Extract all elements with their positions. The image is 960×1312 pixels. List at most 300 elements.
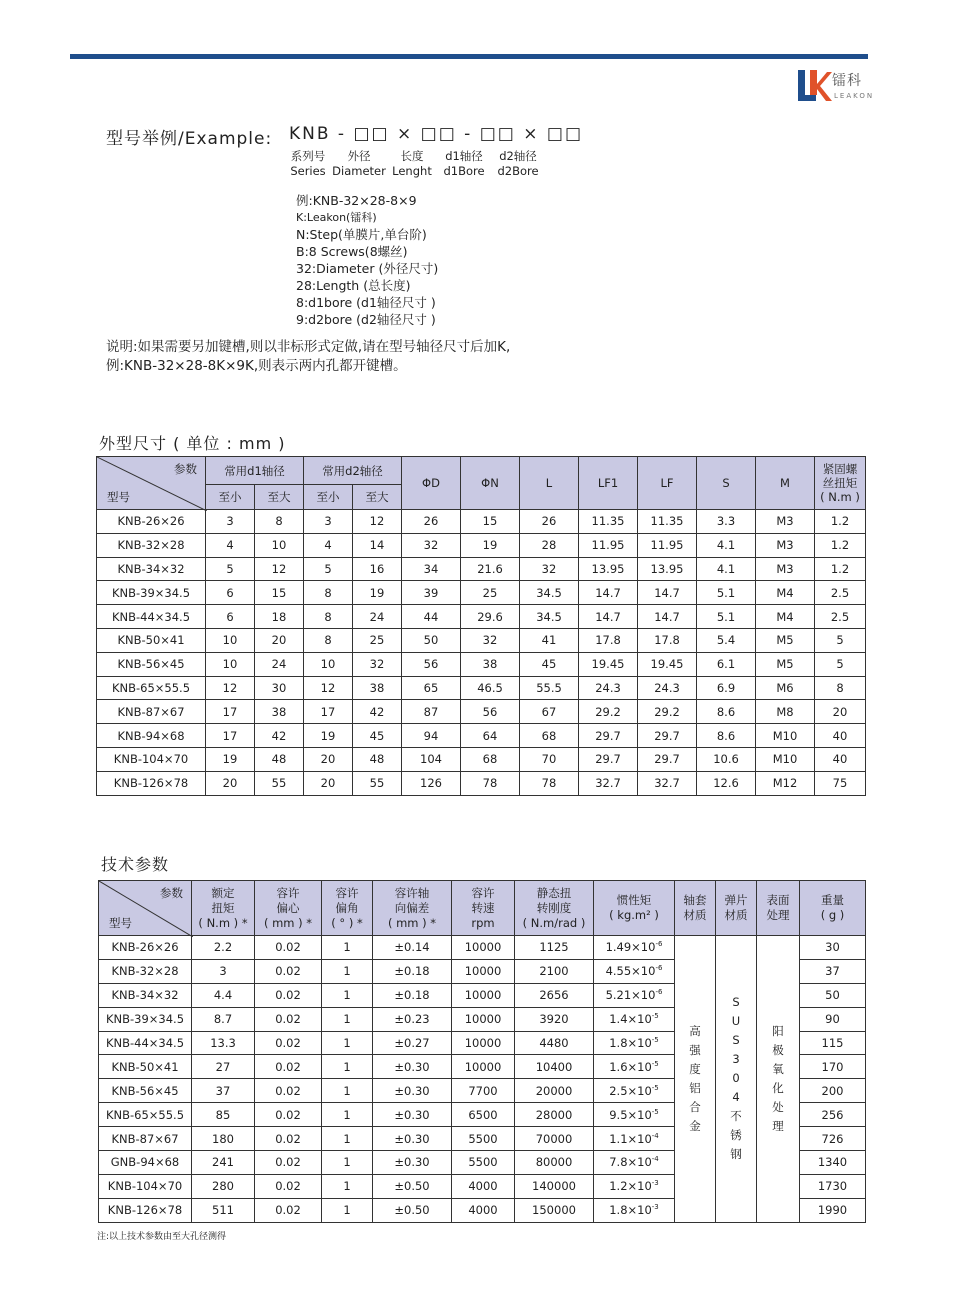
value-cell: 24.3 <box>579 676 638 700</box>
value-cell: 0.02 <box>255 1079 322 1103</box>
value-cell: 29.2 <box>638 700 697 724</box>
header-LF: LF <box>638 457 697 510</box>
value-cell: M3 <box>756 557 815 581</box>
weight-cell: 200 <box>800 1079 866 1103</box>
model-cell: KNB-87×67 <box>99 1127 192 1151</box>
table-row <box>97 652 866 676</box>
value-cell: 20 <box>815 700 866 724</box>
value-cell: 20 <box>255 628 304 652</box>
value-cell: 6.1 <box>697 652 756 676</box>
table-row <box>99 936 866 960</box>
note-example: 例:KNB-32×28-8×9 <box>296 193 417 208</box>
note-d2bore: 9:d2bore (d2轴径尺寸 ) <box>296 312 436 327</box>
value-cell: 1125 <box>515 936 594 960</box>
value-cell: 5500 <box>452 1151 515 1175</box>
inertia-cell: $7.8\times 10^{-4}$ <box>594 1151 675 1175</box>
table-row <box>97 581 866 605</box>
value-cell: 78 <box>461 771 520 795</box>
value-cell: 19 <box>206 747 255 771</box>
value-cell: M10 <box>756 724 815 748</box>
value-cell: 55 <box>353 771 402 795</box>
header-d2: 常用d2轴径 <box>304 457 402 485</box>
value-cell: 11.35 <box>579 510 638 534</box>
model-cell: KNB-126×78 <box>99 1198 192 1222</box>
value-cell: 1 <box>322 1103 373 1127</box>
note-b: B:8 Screws(8螺丝) <box>296 244 408 259</box>
model-cell: KNB-32×28 <box>97 533 206 557</box>
value-cell: 10 <box>255 533 304 557</box>
value-cell: 32 <box>402 533 461 557</box>
value-cell: 14 <box>353 533 402 557</box>
value-cell: 20 <box>206 771 255 795</box>
value-cell: 3.3 <box>697 510 756 534</box>
value-cell: 7700 <box>452 1079 515 1103</box>
weight-cell: 170 <box>800 1055 866 1079</box>
header-L: L <box>520 457 579 510</box>
value-cell: 5 <box>206 557 255 581</box>
value-cell: 26 <box>402 510 461 534</box>
model-cell: KNB-26×26 <box>99 936 192 960</box>
model-cell: KNB-104×70 <box>99 1174 192 1198</box>
value-cell: 8.6 <box>697 724 756 748</box>
header-S: S <box>697 457 756 510</box>
value-cell: 8 <box>304 605 353 629</box>
model-code: KNB - □□ × □□ - □□ × □□ <box>289 124 584 144</box>
tech-header-col-5: 静态扭 转刚度 ( N.m/rad ) <box>515 881 594 936</box>
dimensions-table <box>96 456 866 796</box>
model-cell: KNB-34×32 <box>99 983 192 1007</box>
value-cell: 1 <box>322 1055 373 1079</box>
inertia-cell: $1.4\times 10^{-5}$ <box>594 1007 675 1031</box>
value-cell: 45 <box>353 724 402 748</box>
value-cell: 8.7 <box>192 1007 255 1031</box>
value-cell: 14.7 <box>579 581 638 605</box>
value-cell: 0.02 <box>255 1103 322 1127</box>
value-cell: 1.2 <box>815 533 866 557</box>
caption-series: 系列号 Series <box>290 149 326 178</box>
value-cell: 2656 <box>515 983 594 1007</box>
header-d2-max: 至大 <box>353 485 402 510</box>
value-cell: 241 <box>192 1151 255 1175</box>
value-cell: 24 <box>255 652 304 676</box>
value-cell: M12 <box>756 771 815 795</box>
value-cell: M3 <box>756 533 815 557</box>
value-cell: 70 <box>520 747 579 771</box>
value-cell: 6 <box>206 581 255 605</box>
value-cell: 29.6 <box>461 605 520 629</box>
value-cell: 180 <box>192 1127 255 1151</box>
value-cell: M4 <box>756 605 815 629</box>
value-cell: 29.7 <box>638 747 697 771</box>
value-cell: 5500 <box>452 1127 515 1151</box>
value-cell: 0.02 <box>255 1174 322 1198</box>
value-cell: 34.5 <box>520 581 579 605</box>
value-cell: 1 <box>322 983 373 1007</box>
tech-header-col-2: 容许 偏角 ( ° ) * <box>322 881 373 936</box>
header-M: M <box>756 457 815 510</box>
value-cell: 29.7 <box>579 747 638 771</box>
value-cell: 5.1 <box>697 581 756 605</box>
value-cell: 50 <box>402 628 461 652</box>
value-cell: 4.4 <box>192 983 255 1007</box>
brand-logo <box>796 66 875 110</box>
value-cell: 14.7 <box>638 605 697 629</box>
header-LF1: LF1 <box>579 457 638 510</box>
value-cell: 38 <box>353 676 402 700</box>
value-cell: 25 <box>353 628 402 652</box>
surface-treatment-cell: 阳 极 氧 化 处 理 <box>757 936 800 1223</box>
value-cell: M8 <box>756 700 815 724</box>
value-cell: ±0.18 <box>373 983 452 1007</box>
value-cell: 24.3 <box>638 676 697 700</box>
value-cell: 17 <box>206 724 255 748</box>
value-cell: 20000 <box>515 1079 594 1103</box>
value-cell: 32 <box>520 557 579 581</box>
value-cell: 10 <box>304 652 353 676</box>
value-cell: 10000 <box>452 983 515 1007</box>
header-d1: 常用d1轴径 <box>206 457 304 485</box>
table-row <box>97 771 866 795</box>
value-cell: 13.3 <box>192 1031 255 1055</box>
value-cell: 4.1 <box>697 557 756 581</box>
value-cell: 75 <box>815 771 866 795</box>
value-cell: 65 <box>402 676 461 700</box>
dimensions-table-body <box>97 510 866 796</box>
value-cell: 38 <box>461 652 520 676</box>
model-cell: KNB-50×41 <box>97 628 206 652</box>
value-cell: 14.7 <box>579 605 638 629</box>
value-cell: 5.1 <box>697 605 756 629</box>
value-cell: 42 <box>255 724 304 748</box>
value-cell: 11.95 <box>638 533 697 557</box>
tech-header-col-8: 弹片 材质 <box>716 881 757 936</box>
value-cell: 1 <box>322 936 373 960</box>
tech-header-col-1: 容许 偏心 ( mm ) * <box>255 881 322 936</box>
header-d1-min: 至小 <box>206 485 255 510</box>
value-cell: M10 <box>756 747 815 771</box>
value-cell: 4 <box>304 533 353 557</box>
value-cell: 150000 <box>515 1198 594 1222</box>
value-cell: 78 <box>520 771 579 795</box>
value-cell: 10400 <box>515 1055 594 1079</box>
value-cell: 17 <box>206 700 255 724</box>
value-cell: 5 <box>304 557 353 581</box>
value-cell: 56 <box>402 652 461 676</box>
weight-cell: 115 <box>800 1031 866 1055</box>
value-cell: 0.02 <box>255 983 322 1007</box>
value-cell: 32 <box>353 652 402 676</box>
model-cell: KNB-39×34.5 <box>99 1007 192 1031</box>
weight-cell: 1990 <box>800 1198 866 1222</box>
inertia-cell: $4.55\times 10^{-6}$ <box>594 959 675 983</box>
value-cell: 10 <box>206 628 255 652</box>
value-cell: 34 <box>402 557 461 581</box>
model-cell: KNB-44×34.5 <box>99 1031 192 1055</box>
spring-material-cell: S U S 3 0 4 不 锈 钢 <box>716 936 757 1223</box>
value-cell: 2100 <box>515 959 594 983</box>
value-cell: 5 <box>815 628 866 652</box>
value-cell: 280 <box>192 1174 255 1198</box>
value-cell: 25 <box>461 581 520 605</box>
value-cell: 67 <box>520 700 579 724</box>
value-cell: 80000 <box>515 1151 594 1175</box>
value-cell: 24 <box>353 605 402 629</box>
value-cell: 0.02 <box>255 1198 322 1222</box>
tech-header-col-10: 重量 ( g ) <box>800 881 866 936</box>
value-cell: 17 <box>304 700 353 724</box>
inertia-cell: $2.5\times 10^{-5}$ <box>594 1079 675 1103</box>
value-cell: 1 <box>322 1079 373 1103</box>
value-cell: ±0.30 <box>373 1103 452 1127</box>
note-k: K:Leakon(镭科) <box>296 211 377 224</box>
caption-length: 长度 Lenght <box>392 149 432 178</box>
model-cell: GNB-94×68 <box>99 1151 192 1175</box>
value-cell: 18 <box>255 605 304 629</box>
example-title: 型号举例/Example: <box>106 129 273 149</box>
value-cell: 38 <box>255 700 304 724</box>
value-cell: 5 <box>815 652 866 676</box>
value-cell: 1.2 <box>815 557 866 581</box>
value-cell: 1 <box>322 1151 373 1175</box>
inertia-cell: $1.8\times 10^{-3}$ <box>594 1198 675 1222</box>
value-cell: 8 <box>304 628 353 652</box>
model-cell: KNB-87×67 <box>97 700 206 724</box>
value-cell: 12 <box>255 557 304 581</box>
header-phiD: ΦD <box>402 457 461 510</box>
value-cell: 10 <box>206 652 255 676</box>
value-cell: 46.5 <box>461 676 520 700</box>
value-cell: 30 <box>255 676 304 700</box>
value-cell: 0.02 <box>255 1127 322 1151</box>
inertia-cell: $1.2\times 10^{-3}$ <box>594 1174 675 1198</box>
tech-header-col-4: 容许 转速 rpm <box>452 881 515 936</box>
value-cell: 32.7 <box>638 771 697 795</box>
tech-header-col-0: 额定 扭矩 ( N.m ) * <box>192 881 255 936</box>
model-cell: KNB-65×55.5 <box>99 1103 192 1127</box>
model-cell: KNB-126×78 <box>97 771 206 795</box>
value-cell: 94 <box>402 724 461 748</box>
value-cell: 0.02 <box>255 959 322 983</box>
table-row <box>97 747 866 771</box>
model-cell: KNB-39×34.5 <box>97 581 206 605</box>
value-cell: 511 <box>192 1198 255 1222</box>
table-row <box>97 628 866 652</box>
value-cell: 12 <box>304 676 353 700</box>
value-cell: 1 <box>322 1198 373 1222</box>
brand-cn: 镭科 <box>832 73 862 89</box>
leakon-logo-icon <box>796 68 832 104</box>
value-cell: 2.2 <box>192 936 255 960</box>
weight-cell: 256 <box>800 1103 866 1127</box>
tech-title: 技术参数 <box>101 855 170 874</box>
value-cell: 19.45 <box>638 652 697 676</box>
value-cell: 1 <box>322 1007 373 1031</box>
tech-table-body <box>99 936 866 1223</box>
value-cell: 55.5 <box>520 676 579 700</box>
top-rule <box>70 54 868 59</box>
header-d1-max: 至大 <box>255 485 304 510</box>
inertia-cell: $1.49\times 10^{-6}$ <box>594 936 675 960</box>
value-cell: 8 <box>304 581 353 605</box>
value-cell: 16 <box>353 557 402 581</box>
value-cell: ±0.50 <box>373 1174 452 1198</box>
example-notes <box>296 192 438 328</box>
model-cell: KNB-26×26 <box>97 510 206 534</box>
value-cell: 4.1 <box>697 533 756 557</box>
weight-cell: 50 <box>800 983 866 1007</box>
value-cell: 34.5 <box>520 605 579 629</box>
header-diagonal-cell: 参数 型号 <box>97 457 206 510</box>
value-cell: 126 <box>402 771 461 795</box>
model-cell: KNB-56×45 <box>99 1079 192 1103</box>
value-cell: 13.95 <box>638 557 697 581</box>
value-cell: 39 <box>402 581 461 605</box>
value-cell: 10000 <box>452 1055 515 1079</box>
value-cell: 1 <box>322 959 373 983</box>
value-cell: 68 <box>461 747 520 771</box>
value-cell: 2.5 <box>815 581 866 605</box>
value-cell: 17.8 <box>579 628 638 652</box>
note-length: 28:Length (总长度) <box>296 278 411 293</box>
value-cell: 32 <box>461 628 520 652</box>
value-cell: ±0.30 <box>373 1055 452 1079</box>
value-cell: 2.5 <box>815 605 866 629</box>
value-cell: 19 <box>461 533 520 557</box>
value-cell: 140000 <box>515 1174 594 1198</box>
value-cell: 3 <box>192 959 255 983</box>
value-cell: 10.6 <box>697 747 756 771</box>
table-row <box>97 605 866 629</box>
header-phiN: ΦN <box>461 457 520 510</box>
header-screw-torque: 紧固螺 丝扭矩 ( N.m ) <box>815 457 866 510</box>
value-cell: 56 <box>461 700 520 724</box>
weight-cell: 1340 <box>800 1151 866 1175</box>
note-diameter: 32:Diameter (外径尺寸) <box>296 261 439 276</box>
sleeve-material-cell: 高 强 度 铝 合 金 <box>675 936 716 1223</box>
value-cell: 4 <box>206 533 255 557</box>
value-cell: 29.2 <box>579 700 638 724</box>
value-cell: 6 <box>206 605 255 629</box>
value-cell: 48 <box>353 747 402 771</box>
value-cell: 0.02 <box>255 1055 322 1079</box>
value-cell: 26 <box>520 510 579 534</box>
value-cell: ±0.27 <box>373 1031 452 1055</box>
value-cell: 3 <box>304 510 353 534</box>
table-row <box>97 510 866 534</box>
value-cell: M3 <box>756 510 815 534</box>
value-cell: 29.7 <box>579 724 638 748</box>
value-cell: 12.6 <box>697 771 756 795</box>
value-cell: ±0.50 <box>373 1198 452 1222</box>
value-cell: 87 <box>402 700 461 724</box>
value-cell: 6.9 <box>697 676 756 700</box>
value-cell: ±0.30 <box>373 1127 452 1151</box>
note-d1bore: 8:d1bore (d1轴径尺寸 ) <box>296 295 436 310</box>
value-cell: 8 <box>815 676 866 700</box>
value-cell: 12 <box>353 510 402 534</box>
model-cell: KNB-50×41 <box>99 1055 192 1079</box>
value-cell: 40 <box>815 724 866 748</box>
tech-header-col-3: 容许轴 向偏差 ( mm ) * <box>373 881 452 936</box>
value-cell: 48 <box>255 747 304 771</box>
table-row <box>97 557 866 581</box>
value-cell: 1 <box>322 1031 373 1055</box>
value-cell: 6500 <box>452 1103 515 1127</box>
value-cell: 0.02 <box>255 1031 322 1055</box>
model-cell: KNB-34×32 <box>97 557 206 581</box>
dimensions-title: 外型尺寸 ( 单位 : mm ) <box>99 434 286 453</box>
value-cell: 37 <box>192 1079 255 1103</box>
value-cell: 45 <box>520 652 579 676</box>
value-cell: 0.02 <box>255 1007 322 1031</box>
inertia-cell: $1.6\times 10^{-5}$ <box>594 1055 675 1079</box>
weight-cell: 1730 <box>800 1174 866 1198</box>
value-cell: 55 <box>255 771 304 795</box>
value-cell: 28 <box>520 533 579 557</box>
value-cell: ±0.30 <box>373 1079 452 1103</box>
tech-header-col-7: 轴套 材质 <box>675 881 716 936</box>
value-cell: 32.7 <box>579 771 638 795</box>
value-cell: 27 <box>192 1055 255 1079</box>
weight-cell: 726 <box>800 1127 866 1151</box>
tech-header-row <box>99 881 866 936</box>
value-cell: 4480 <box>515 1031 594 1055</box>
model-cell: KNB-56×45 <box>97 652 206 676</box>
value-cell: 5.4 <box>697 628 756 652</box>
value-cell: 10000 <box>452 936 515 960</box>
value-cell: 0.02 <box>255 936 322 960</box>
keyway-remark: 说明:如果需要另加键槽,则以非标形式定做,请在型号轴径尺寸后加K, 例:KNB-32×28-8K×9K,则表示两内孔都开键槽。 <box>106 339 511 374</box>
value-cell: M5 <box>756 652 815 676</box>
value-cell: 4000 <box>452 1198 515 1222</box>
value-cell: ±0.14 <box>373 936 452 960</box>
header-d2-min: 至小 <box>304 485 353 510</box>
inertia-cell: $5.21\times 10^{-6}$ <box>594 983 675 1007</box>
value-cell: 20 <box>304 771 353 795</box>
value-cell: M5 <box>756 628 815 652</box>
value-cell: M6 <box>756 676 815 700</box>
model-cell: KNB-104×70 <box>97 747 206 771</box>
footnote: 注:以上技术参数由至大孔径测得 <box>97 1232 227 1242</box>
caption-diameter: 外径 Diameter <box>332 149 386 178</box>
value-cell: 40 <box>815 747 866 771</box>
value-cell: 13.95 <box>579 557 638 581</box>
value-cell: 17.8 <box>638 628 697 652</box>
value-cell: M4 <box>756 581 815 605</box>
weight-cell: 30 <box>800 936 866 960</box>
value-cell: 19 <box>353 581 402 605</box>
value-cell: 3 <box>206 510 255 534</box>
inertia-cell: $1.1\times 10^{-4}$ <box>594 1127 675 1151</box>
value-cell: 1.2 <box>815 510 866 534</box>
value-cell: 11.35 <box>638 510 697 534</box>
value-cell: 12 <box>206 676 255 700</box>
value-cell: 14.7 <box>638 581 697 605</box>
value-cell: 21.6 <box>461 557 520 581</box>
caption-d1bore: d1轴径 d1Bore <box>443 149 485 178</box>
value-cell: 104 <box>402 747 461 771</box>
value-cell: 1 <box>322 1127 373 1151</box>
value-cell: 85 <box>192 1103 255 1127</box>
value-cell: 29.7 <box>638 724 697 748</box>
value-cell: ±0.30 <box>373 1151 452 1175</box>
inertia-cell: $9.5\times 10^{-5}$ <box>594 1103 675 1127</box>
table-row <box>97 700 866 724</box>
weight-cell: 90 <box>800 1007 866 1031</box>
weight-cell: 37 <box>800 959 866 983</box>
value-cell: 8.6 <box>697 700 756 724</box>
table-row <box>97 533 866 557</box>
